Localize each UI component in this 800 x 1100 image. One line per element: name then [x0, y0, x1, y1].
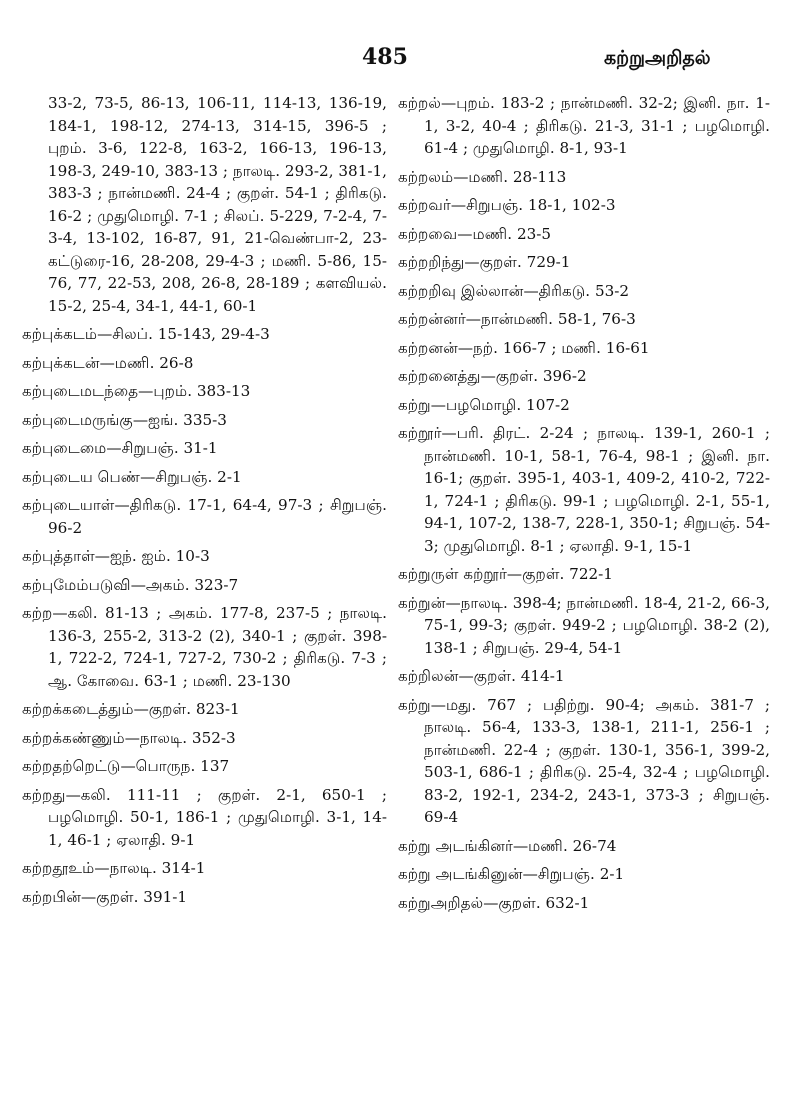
dash-separator: —	[458, 667, 474, 685]
entry-references: கலி. 81-13 ; அகம். 177-8, 237-5 ; நாலடி. 136-3, 255-2, 313-2 (2), 340-1 ; குறள். 398-1, 722-2, 724-1, 727-2, 730-2 ; திரிகடு. 7-3 ; ஆ. கோவை. 63-1 ; மணி. 23-130	[48, 604, 387, 690]
entry-headword: கற்புக்கடம்	[22, 325, 98, 343]
index-entry	[22, 755, 387, 778]
entry-references: கலி. 111-11 ; குறள். 2-1, 650-1 ; பழமொழி. 50-1, 186-1 ; முதுமொழி. 3-1, 14-1, 46-1 ; ஏலாதி. 9-1	[48, 785, 387, 849]
entry-references: சிலப். 15-143, 29-4-3	[112, 325, 270, 343]
index-entry	[398, 194, 770, 217]
dash-separator: —	[441, 424, 457, 442]
entry-headword: கற்புமேம்படுவி	[22, 575, 131, 594]
entry-references: மணி. 26-74	[528, 836, 617, 855]
index-entry	[22, 92, 387, 317]
index-entry	[22, 886, 387, 909]
entry-references: நாலடி. 352-3	[139, 728, 236, 747]
entry-references: சிறுபஞ். 18-1, 102-3	[466, 196, 616, 214]
entry-headword: கற்றூர்	[398, 424, 442, 442]
index-entry	[398, 835, 770, 858]
entry-references: குறள். 414-1	[473, 667, 565, 685]
entry-references: மது. 767 ; பதிற்று. 90-4; அகம். 381-7 ; நாலடி. 56-4, 133-3, 138-1, 211-1, 256-1 ; நான்மணி. 22-4 ; குறள். 130-1, 356-1, 399-2, 503-1, 686-1 ; திரிகடு. 25-4, 32-4 ; பழமொழி. 83-2, 192-1, 234-2, 243-1, 373-3 ; சிறுபஞ். 69-4	[424, 695, 770, 826]
index-entry	[398, 394, 770, 417]
entry-references: குறள். 632-1	[498, 893, 590, 912]
dash-separator: —	[65, 785, 81, 804]
index-entry	[398, 665, 770, 688]
dash-separator: —	[480, 367, 496, 385]
index-entry	[398, 251, 770, 274]
entry-headword: கற்றறிவு இல்லான்	[398, 281, 524, 300]
entry-references: நாலடி. 314-1	[109, 859, 206, 877]
entry-headword: கற்றிலன்	[398, 667, 459, 685]
index-entry	[398, 280, 770, 303]
entry-references: சிறுபஞ். 2-1	[537, 865, 625, 883]
entry-headword: கற்றுருள் கற்றூர்	[398, 565, 507, 583]
entry-references: திரிகடு. 17-1, 64-4, 97-3 ; சிறுபஞ். 96-2	[48, 496, 387, 537]
dash-separator: —	[114, 496, 130, 514]
dash-separator: —	[506, 565, 523, 583]
entry-headword: கற்றக்கடைத்தும்	[22, 700, 134, 718]
index-entry	[398, 592, 770, 660]
entry-references: மணி. 28-113	[468, 167, 567, 186]
entry-references: புறம். 383-13	[153, 382, 251, 400]
entry-references: 33-2, 73-5, 86-13, 106-11, 114-13, 136-19, 184-1, 198-12, 274-13, 314-15, 396-5 ; புறம். 3-6, 122-8, 163-2, 166-13, 196-13, 198-3, 249-10, 383-13 ; நாலடி. 293-2, 381-1, 383-3 ; நான்மணி. 24-4 ; குறள். 54-1 ; திரிகடு. 16-2 ; முதுமொழி. 7-1 ; சிலப். 5-229, 7-2-4, 7-3-4, 13-102, 16-87, 91, 21-வெண்பா-2, 23-கட்டுரை-16, 28-208, 29-4-3 ; மணி. 5-86, 15-76, 77, 22-53, 208, 26-8, 28-189 ; களவியல். 15-2, 25-4, 34-1, 44-1, 60-1	[48, 94, 387, 315]
entry-references: குறள். 391-1	[96, 887, 188, 906]
entry-references: நற். 166-7 ; மணி. 16-61	[473, 338, 650, 357]
entry-references: மணி. 23-5	[472, 224, 552, 243]
entry-references: குறள். 396-2	[495, 367, 587, 385]
index-entry	[398, 422, 770, 557]
index-entry	[22, 437, 387, 460]
index-entry	[22, 784, 387, 852]
entry-headword: கற்றுஅறிதல்	[398, 893, 484, 912]
entry-headword: கற்றவர்	[398, 196, 451, 214]
running-head: கற்றுஅறிதல்	[604, 47, 711, 69]
entry-headword: கற்றுன்	[398, 593, 446, 612]
entry-headword: கற்புத்தாள்	[22, 547, 95, 565]
entry-headword: கற்புடைமை	[22, 439, 107, 457]
dash-separator: —	[464, 253, 480, 271]
entry-headword: கற்றதூஉம்	[22, 859, 95, 877]
dash-separator: —	[94, 859, 110, 877]
index-entry	[398, 694, 770, 829]
index-entry	[398, 308, 770, 331]
index-entry	[22, 857, 387, 880]
entry-headword: கற்று	[398, 395, 431, 414]
index-entry	[22, 494, 387, 539]
dash-separator: —	[457, 224, 473, 243]
index-entry	[398, 92, 770, 160]
entry-headword: கற்றக்கண்ணும்	[22, 728, 125, 747]
entry-headword: கற்ற	[22, 604, 53, 622]
entry-references: குறள். 729-1	[479, 253, 571, 271]
dash-separator: —	[133, 700, 149, 718]
index-entry	[398, 337, 770, 360]
index-entry	[398, 863, 770, 886]
entry-headword: கற்புடையாள்	[22, 496, 115, 514]
entry-headword: கற்றறிந்து	[398, 253, 465, 271]
dash-separator: —	[52, 604, 68, 622]
dash-separator: —	[80, 887, 97, 906]
index-entry	[398, 563, 770, 586]
dash-separator: —	[130, 575, 146, 594]
entry-references: சிறுபஞ். 2-1	[155, 467, 242, 486]
index-entry	[398, 892, 770, 915]
dash-separator: —	[132, 410, 149, 429]
entry-headword: கற்புடைமருங்கு	[22, 410, 133, 429]
entry-references: குறள். 722-1	[522, 565, 613, 583]
entry-headword: கற்று அடங்கினர்	[398, 836, 513, 855]
index-entry	[22, 466, 387, 489]
entry-references: பொருந. 137	[135, 757, 230, 775]
dash-separator: —	[453, 167, 469, 186]
entry-references: அகம். 323-7	[145, 575, 239, 594]
dash-separator: —	[120, 757, 136, 775]
entry-references: நான்மணி. 58-1, 76-3	[480, 310, 636, 328]
dash-separator: —	[512, 836, 529, 855]
dash-separator: —	[430, 695, 446, 714]
dash-separator: —	[441, 94, 457, 112]
entry-references: பழமொழி. 107-2	[445, 395, 570, 414]
entry-headword: கற்புடைமடந்தை	[22, 382, 139, 400]
dash-separator: —	[140, 467, 156, 486]
dash-separator: —	[465, 310, 481, 328]
index-entry	[398, 166, 770, 189]
index-entry	[22, 323, 387, 346]
entry-headword: கற்றதற்றெட்டு	[22, 757, 121, 775]
index-entry	[22, 380, 387, 403]
entry-references: திரிகடு. 53-2	[538, 281, 630, 300]
entry-headword: கற்றது	[22, 785, 66, 804]
dash-separator: —	[523, 281, 539, 300]
dash-separator: —	[138, 382, 154, 400]
entry-headword: கற்றனைத்து	[398, 367, 481, 385]
entry-headword: கற்புக்கடன்	[22, 353, 100, 372]
page-number: 485	[362, 44, 408, 70]
entry-references: சிறுபஞ். 31-1	[121, 439, 218, 457]
entry-headword: கற்புடைய பெண்	[22, 467, 141, 486]
index-entry	[22, 352, 387, 375]
index-entry	[398, 223, 770, 246]
entry-headword: கற்றன்னர்	[398, 310, 466, 328]
dash-separator: —	[457, 338, 474, 357]
entry-references: ஐந். ஐம். 10-3	[109, 547, 210, 565]
right-column	[398, 92, 770, 920]
entry-references: குறள். 823-1	[148, 700, 240, 718]
dash-separator: —	[430, 395, 446, 414]
dash-separator: —	[94, 547, 110, 565]
dash-separator: —	[522, 865, 538, 883]
dash-separator: —	[483, 893, 499, 912]
entry-headword: கற்று அடங்கினுன்	[398, 865, 523, 883]
entry-references: ஐங். 335-3	[148, 410, 227, 429]
dash-separator: —	[450, 196, 467, 214]
index-entry	[398, 365, 770, 388]
index-entry	[22, 409, 387, 432]
index-entry	[22, 602, 387, 692]
entry-references: பரி. திரட். 2-24 ; நாலடி. 139-1, 260-1 ; நான்மணி. 10-1, 58-1, 76-4, 98-1 ; இனி. நா. 16-1; குறள். 395-1, 403-1, 409-2, 410-2, 722-1, 724-1 ; திரிகடு. 99-1 ; பழமொழி. 2-1, 55-1, 94-1, 107-2, 138-7, 228-1, 350-1; சிறுபஞ். 54-3; முதுமொழி. 8-1 ; ஏலாதி. 9-1, 15-1	[424, 424, 770, 555]
index-entry	[22, 727, 387, 750]
index-entry	[22, 574, 387, 597]
entry-headword: கற்றவை	[398, 224, 458, 243]
index-entry	[22, 698, 387, 721]
entry-headword: கற்று	[398, 695, 431, 714]
index-entry	[22, 545, 387, 568]
left-column	[22, 92, 387, 914]
entry-headword: கற்றலம்	[398, 167, 454, 186]
dash-separator: —	[97, 325, 113, 343]
dash-separator: —	[124, 728, 140, 747]
entry-references: புறம். 183-2 ; நான்மணி. 32-2; இனி. நா. 1-1, 3-2, 40-4 ; திரிகடு. 21-3, 31-1 ; பழமொழி. 61-4 ; முதுமொழி. 8-1, 93-1	[424, 94, 770, 157]
dash-separator: —	[106, 439, 122, 457]
entry-headword: கற்றனன்	[398, 338, 458, 357]
entry-references: மணி. 26-8	[114, 353, 194, 372]
dash-separator: —	[445, 593, 461, 612]
entry-headword: கற்றபின்	[22, 887, 81, 906]
entry-references: நாலடி. 398-4; நான்மணி. 18-4, 21-2, 66-3, 75-1, 99-3; குறள். 949-2 ; பழமொழி. 38-2 (2), 138-1 ; சிறுபஞ். 29-4, 54-1	[424, 593, 770, 657]
dash-separator: —	[99, 353, 115, 372]
entry-headword: கற்றல்	[398, 94, 441, 112]
